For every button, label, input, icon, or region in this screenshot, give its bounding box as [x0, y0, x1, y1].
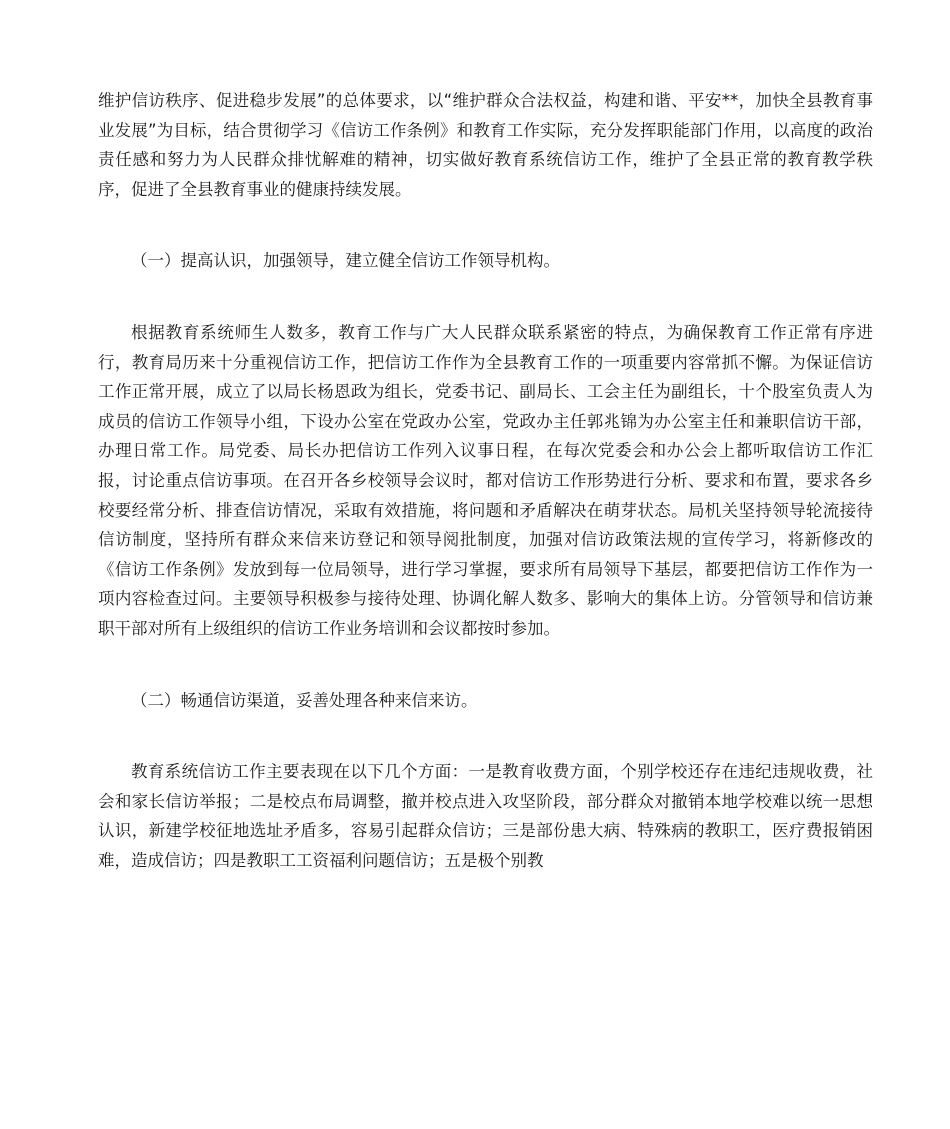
section-1-paragraph: 根据教育系统师生人数多，教育工作与广大人民群众联系紧密的特点，为确保教育工作正常有序进行，教育局历来十分重视信访工作，把信访工作作为全县教育工作的一项重要内容常抓不懈。为保证信访工作正常开展，成立了以局长杨恩政为组长，党委书记、副局长、工会主任为副组长，十个股室负责人为成员的信访工作领导小组，下设办公室在党政办公室，党政办主任郭兆锦为办公室主任和兼职信访干部，办理日常工作。局党委、局长办把信访工作列入议事日程，在每次党委会和办公会上都听取信访工作汇报，讨论重点信访事项。在召开各乡校领导会议时，都对信访工作形势进行分析、要求和布置，要求各乡校要经常分析、排查信访情况，采取有效措施，将问题和矛盾解决在萌芽状态。局机关坚持领导轮流接待信访制度，坚持所有群众来信来访登记和领导阅批制度，加强对信访政策法规的宣传学习，将新修改的《信访工作条例》发放到每一位局领导，进行学习掌握，要求所有局领导下基层，都要把信访工作作为一项内容检查过问。主要领导积极参与接待处理、协调化解人数多、影响大的集体上访。分管领导和信访兼职干部对所有上级组织的信访工作业务培训和会议都按时参加。	[98, 322, 873, 638]
spacer	[98, 715, 873, 757]
spacer	[98, 204, 873, 246]
spacer	[98, 276, 873, 318]
intro-paragraph: 维护信访秩序、促进稳步发展”的总体要求，以“维护群众合法权益，构建和谐、平安**，加快全县教育事业发展”为目标，结合贯彻学习《信访工作条例》和教育工作实际，充分发挥职能部门作用，以高度的政治责任感和努力为人民群众排忧解难的精神，切实做好教育系统信访工作，维护了全县正常的教育教学秩序，促进了全县教育事业的健康持续发展。	[98, 91, 873, 199]
section-heading-1: （一）提高认识，加强领导，建立健全信访工作领导机构。	[131, 251, 560, 271]
document-page	[98, 86, 873, 875]
spacer	[98, 644, 873, 686]
section-2-paragraph: 教育系统信访工作主要表现在以下几个方面：一是教育收费方面，个别学校还存在违纪违规收费，社会和家长信访举报；二是校点布局调整，撤并校点进入攻坚阶段，部分群众对撤销本地学校难以统一思想认识，新建学校征地选址矛盾多，容易引起群众信访；三是部份患大病、特殊病的教职工，医疗费报销困难，造成信访；四是教职工工资福利问题信访；五是极个别教	[98, 762, 873, 870]
section-heading-2: （二）畅通信访渠道，妥善处理各种来信来访。	[131, 690, 478, 710]
